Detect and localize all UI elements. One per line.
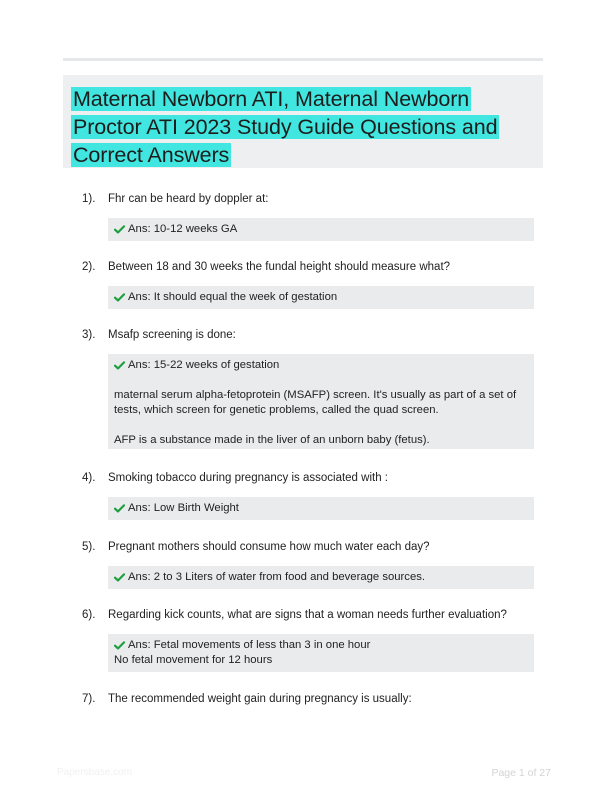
answer-text: Ans: Low Birth Weight [128, 502, 239, 514]
answer-text: Ans: 10-12 weeks GA [128, 223, 238, 235]
checkmark-icon [114, 641, 125, 650]
page-title [71, 85, 533, 169]
checkmark-icon [114, 573, 125, 582]
question-text: Smoking tobacco during pregnancy is associated with : [108, 472, 388, 484]
question-number: 5). [82, 541, 96, 553]
question-text: Regarding kick counts, what are signs that a woman needs further evaluation? [108, 609, 507, 621]
answer-text-line-2: No fetal movement for 12 hours [114, 654, 273, 666]
answer-box [108, 566, 534, 589]
question-text: Msafp screening is done: [108, 329, 236, 341]
answer-box [108, 497, 534, 520]
title-box [63, 75, 543, 168]
title-line-3: Correct Answers [73, 143, 230, 167]
question-number: 6). [82, 609, 96, 621]
page-indicator: Page 1 of 27 [491, 767, 551, 779]
answer-text: Ans: It should equal the week of gestation [128, 291, 338, 303]
answer-text: Ans: 15-22 weeks of gestation [128, 359, 280, 371]
question-number: 4). [82, 472, 96, 484]
answer-explanation: AFP is a substance made in the liver of an unborn baby (fetus). [114, 434, 430, 446]
title-line-2: Proctor ATI 2023 Study Guide Questions and [73, 115, 498, 139]
checkmark-icon [114, 225, 125, 234]
answer-text: Ans: 2 to 3 Liters of water from food and beverage sources. [128, 571, 426, 583]
answer-explanation: maternal serum alpha-fetoprotein (MSAFP) screen. It's usually as part of a set of tests, which screen for genetic problems, called the quad screen. [114, 389, 517, 416]
title-line-1: Maternal Newborn ATI, Maternal Newborn [73, 87, 470, 111]
question-text: The recommended weight gain during pregnancy is usually: [108, 693, 412, 705]
question-number: 2). [82, 261, 96, 273]
question-number: 3). [82, 329, 96, 341]
answer-box [108, 218, 534, 241]
question-text: Between 18 and 30 weeks the fundal height should measure what? [108, 261, 451, 273]
answer-box [108, 354, 534, 449]
top-divider [63, 58, 543, 61]
question-text: Pregnant mothers should consume how much water each day? [108, 541, 430, 553]
answer-box [108, 634, 534, 672]
question-number: 1). [82, 193, 96, 205]
checkmark-icon [114, 504, 125, 513]
checkmark-icon [114, 293, 125, 302]
question-number: 7). [82, 693, 96, 705]
watermark: Papersbase.com [57, 767, 133, 778]
checkmark-icon [114, 361, 125, 370]
answer-text: Ans: Fetal movements of less than 3 in one hour [128, 639, 371, 651]
answer-box [108, 286, 534, 309]
question-text: Fhr can be heard by doppler at: [108, 193, 269, 205]
